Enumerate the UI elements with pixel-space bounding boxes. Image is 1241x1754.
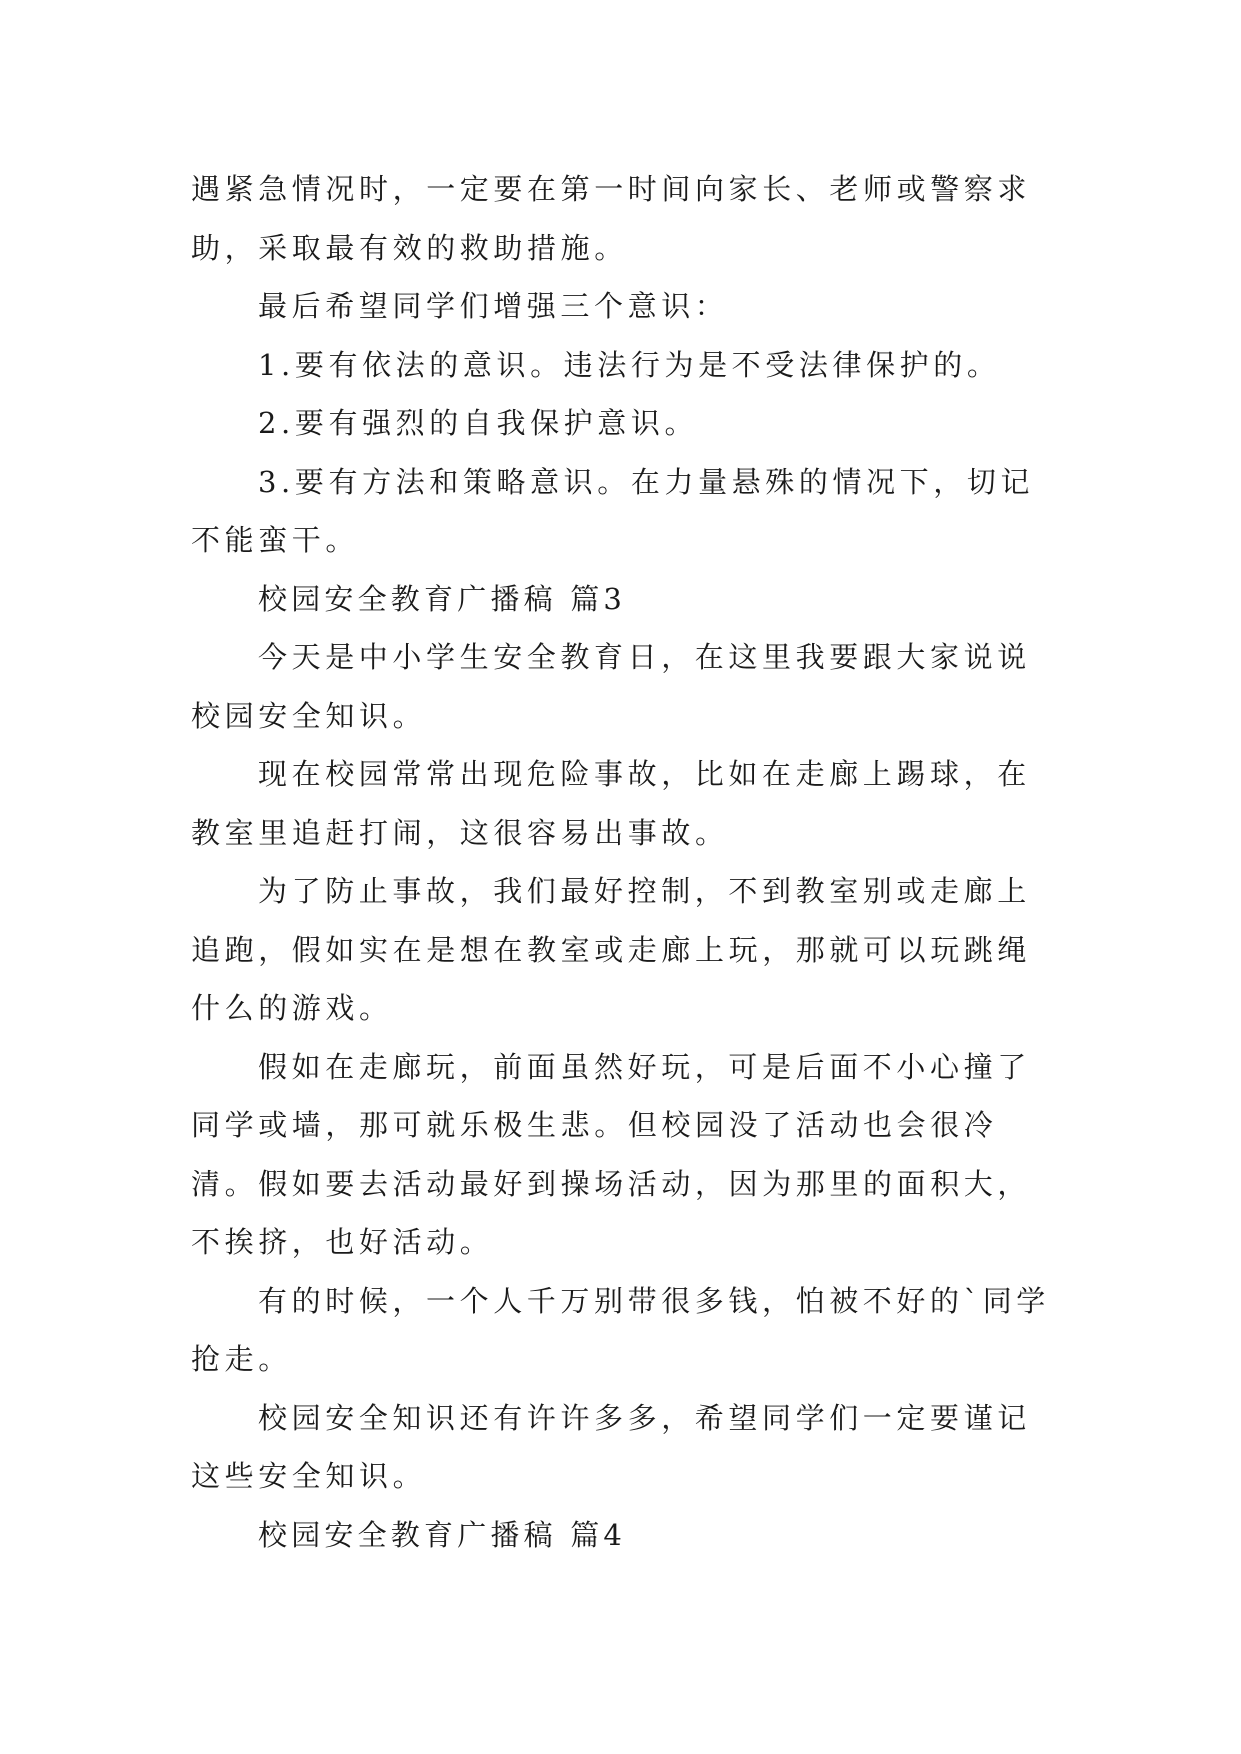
section-heading-part4: 校园安全教育广播稿 篇4 <box>258 1517 627 1552</box>
paragraph-safety-day: 今天是中小学生安全教育日，在这里我要跟大家说说校园安全知识。 <box>191 640 1031 733</box>
paragraph-remember-knowledge: 校园安全知识还有许许多多，希望同学们一定要谨记这些安全知识。 <box>191 1400 1031 1493</box>
paragraph-three-awareness-intro: 最后希望同学们增强三个意识： <box>258 289 729 323</box>
list-item-strategy-awareness: 3.要有方法和策略意识。在力量悬殊的情况下，切记不能蛮干。 <box>191 464 1035 557</box>
paragraph-corridor-play: 假如在走廊玩，前面虽然好玩，可是后面不小心撞了同学或墙，那可就乐极生悲。但校园没了活动也会很冷清。假如要去活动最好到操场活动，因为那里的面积大，不挨挤，也好活动。 <box>191 1049 1032 1259</box>
list-item-self-protection: 2.要有强烈的自我保护意识。 <box>258 406 699 440</box>
paragraph-money-safety: 有的时候，一个人千万别带很多钱，怕被不好的`同学抢走。 <box>191 1283 1050 1376</box>
paragraph-prevent-accidents: 为了防止事故，我们最好控制，不到教室别或走廊上追跑，假如实在是想在教室或走廊上玩，那就可以玩跳绳什么的游戏。 <box>191 874 1032 1025</box>
list-item-law-awareness: 1.要有依法的意识。违法行为是不受法律保护的。 <box>258 347 1001 382</box>
section-heading-part3: 校园安全教育广播稿 篇3 <box>258 581 627 616</box>
paragraph-campus-accidents: 现在校园常常出现危险事故，比如在走廊上踢球，在教室里追赶打闹，这很容易出事故。 <box>191 757 1031 850</box>
paragraph-emergency-help: 遇紧急情况时，一定要在第一时间向家长、老师或警察求助，采取最有效的救助措施。 <box>191 172 1032 265</box>
document-body <box>191 160 1061 1564</box>
